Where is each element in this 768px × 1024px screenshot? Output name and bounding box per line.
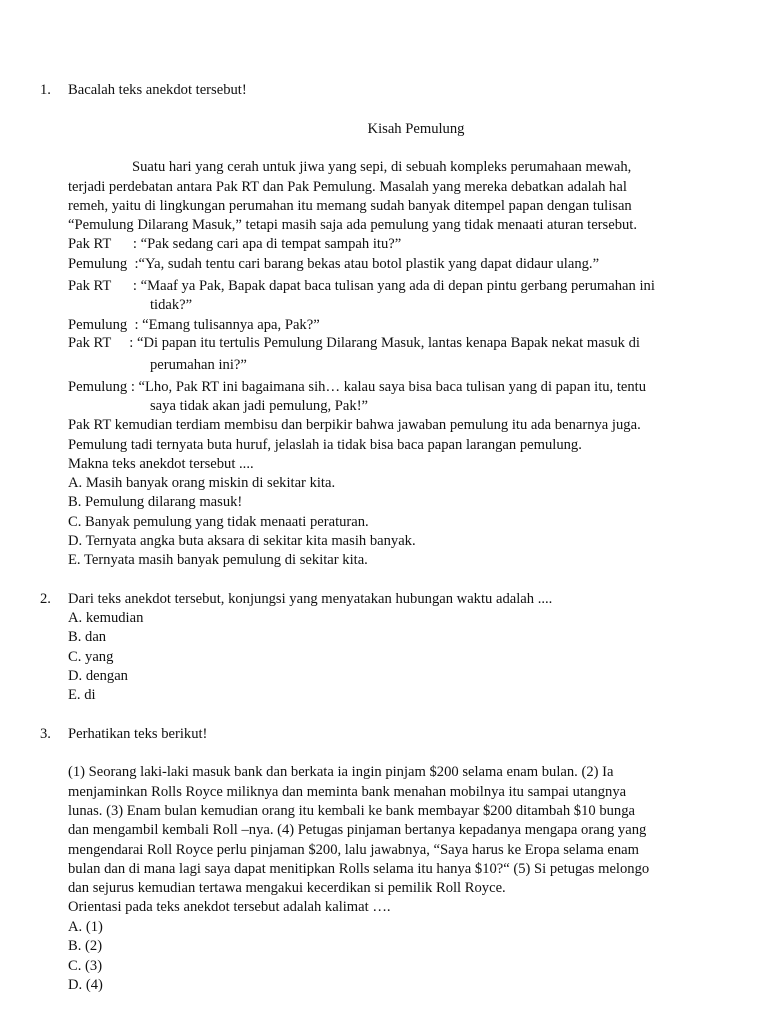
passage-line: bulan dan di mana lagi saya dapat menitipkan Rolls selama itu hanya $10?“ (5) Si petugas melongo	[68, 861, 650, 877]
question-text: Makna teks anekdot tersebut ....	[68, 456, 254, 472]
passage-line: menjaminkan Rolls Royce miliknya dan meminta bank menahan mobilnya itu sampai utangnya	[68, 784, 627, 800]
answer-option: D. (4)	[68, 977, 103, 993]
dialogue-line: Pak RT : “Di papan itu tertulis Pemulung Dilarang Masuk, lantas kenapa Bapak nekat masuk di	[68, 335, 640, 351]
answer-option: A. kemudian	[68, 610, 144, 626]
passage-line: dan sejurus kemudian tertawa mengakui kecerdikan si pemilik Roll Royce.	[68, 880, 506, 896]
answer-option: B. (2)	[68, 938, 103, 954]
passage-line: dan mengambil kembali Roll –nya. (4) Petugas pinjaman bertanya kepadanya mengapa orang yang	[68, 822, 647, 838]
question-number: 1.	[40, 82, 51, 98]
passage-line: (1) Seorang laki-laki masuk bank dan berkata ia ingin pinjam $200 selama enam bulan. (2) Ia	[68, 764, 614, 780]
narrative-line: Suatu hari yang cerah untuk jiwa yang sepi, di sebuah kompleks perumahaan mewah,	[132, 159, 632, 175]
answer-option: A. Masih banyak orang miskin di sekitar kita.	[68, 475, 336, 491]
dialogue-continuation: saya tidak akan jadi pemulung, Pak!”	[150, 398, 369, 414]
dialogue-line: Pemulung : “Emang tulisannya apa, Pak?”	[68, 317, 320, 333]
answer-option: B. dan	[68, 629, 107, 645]
narrative-line: remeh, yaitu di lingkungan perumahan itu memang sudah banyak ditempel papan dengan tulisan	[68, 198, 632, 214]
answer-option: C. yang	[68, 649, 114, 665]
narrative-line: Pemulung tadi ternyata buta huruf, jelaslah ia tidak bisa baca papan larangan pemulung.	[68, 437, 582, 453]
dialogue-line: Pak RT : “Pak sedang cari apa di tempat sampah itu?”	[68, 236, 402, 252]
answer-option: E. Ternyata masih banyak pemulung di sekitar kita.	[68, 552, 368, 568]
question-text: Orientasi pada teks anekdot tersebut adalah kalimat ….	[68, 899, 391, 915]
answer-option: D. dengan	[68, 668, 128, 684]
narrative-line: “Pemulung Dilarang Masuk,” tetapi masih saja ada pemulung yang tidak menaati aturan tersebut.	[68, 217, 637, 233]
answer-option: D. Ternyata angka buta aksara di sekitar kita masih banyak.	[68, 533, 416, 549]
dialogue-continuation: perumahan ini?”	[150, 357, 247, 373]
question-number: 3.	[40, 726, 51, 742]
passage-line: mengendarai Roll Royce perlu pinjaman $200, lalu jawabnya, “Saya harus ke Eropa selama enam	[68, 842, 639, 858]
narrative-line: terjadi perdebatan antara Pak RT dan Pak Pemulung. Masalah yang mereka debatkan adalah hal	[68, 179, 627, 195]
answer-option: C. Banyak pemulung yang tidak menaati peraturan.	[68, 514, 369, 530]
answer-option: B. Pemulung dilarang masuk!	[68, 494, 243, 510]
answer-option: A. (1)	[68, 919, 103, 935]
dialogue-continuation: tidak?”	[150, 297, 193, 313]
question-prompt: Bacalah teks anekdot tersebut!	[68, 82, 247, 98]
dialogue-line: Pemulung :“Ya, sudah tentu cari barang bekas atau botol plastik yang dapat didaur ulang.”	[68, 256, 600, 272]
answer-option: C. (3)	[68, 958, 103, 974]
narrative-line: Pak RT kemudian terdiam membisu dan berpikir bahwa jawaban pemulung itu ada benarnya juga.	[68, 417, 641, 433]
question-number: 2.	[40, 591, 51, 607]
question-prompt: Dari teks anekdot tersebut, konjungsi yang menyatakan hubungan waktu adalah ....	[68, 591, 553, 607]
story-title: Kisah Pemulung	[367, 121, 465, 137]
dialogue-line: Pemulung : “Lho, Pak RT ini bagaimana sih… kalau saya bisa baca tulisan yang di papan itu, tentu	[68, 379, 647, 395]
passage-line: lunas. (3) Enam bulan kemudian orang itu kembali ke bank membayar $200 ditambah $10 bunga	[68, 803, 635, 819]
dialogue-line: Pak RT : “Maaf ya Pak, Bapak dapat baca tulisan yang ada di depan pintu gerbang perumahan ini	[68, 278, 655, 294]
question-prompt: Perhatikan teks berikut!	[68, 726, 208, 742]
answer-option: E. di	[68, 687, 96, 703]
